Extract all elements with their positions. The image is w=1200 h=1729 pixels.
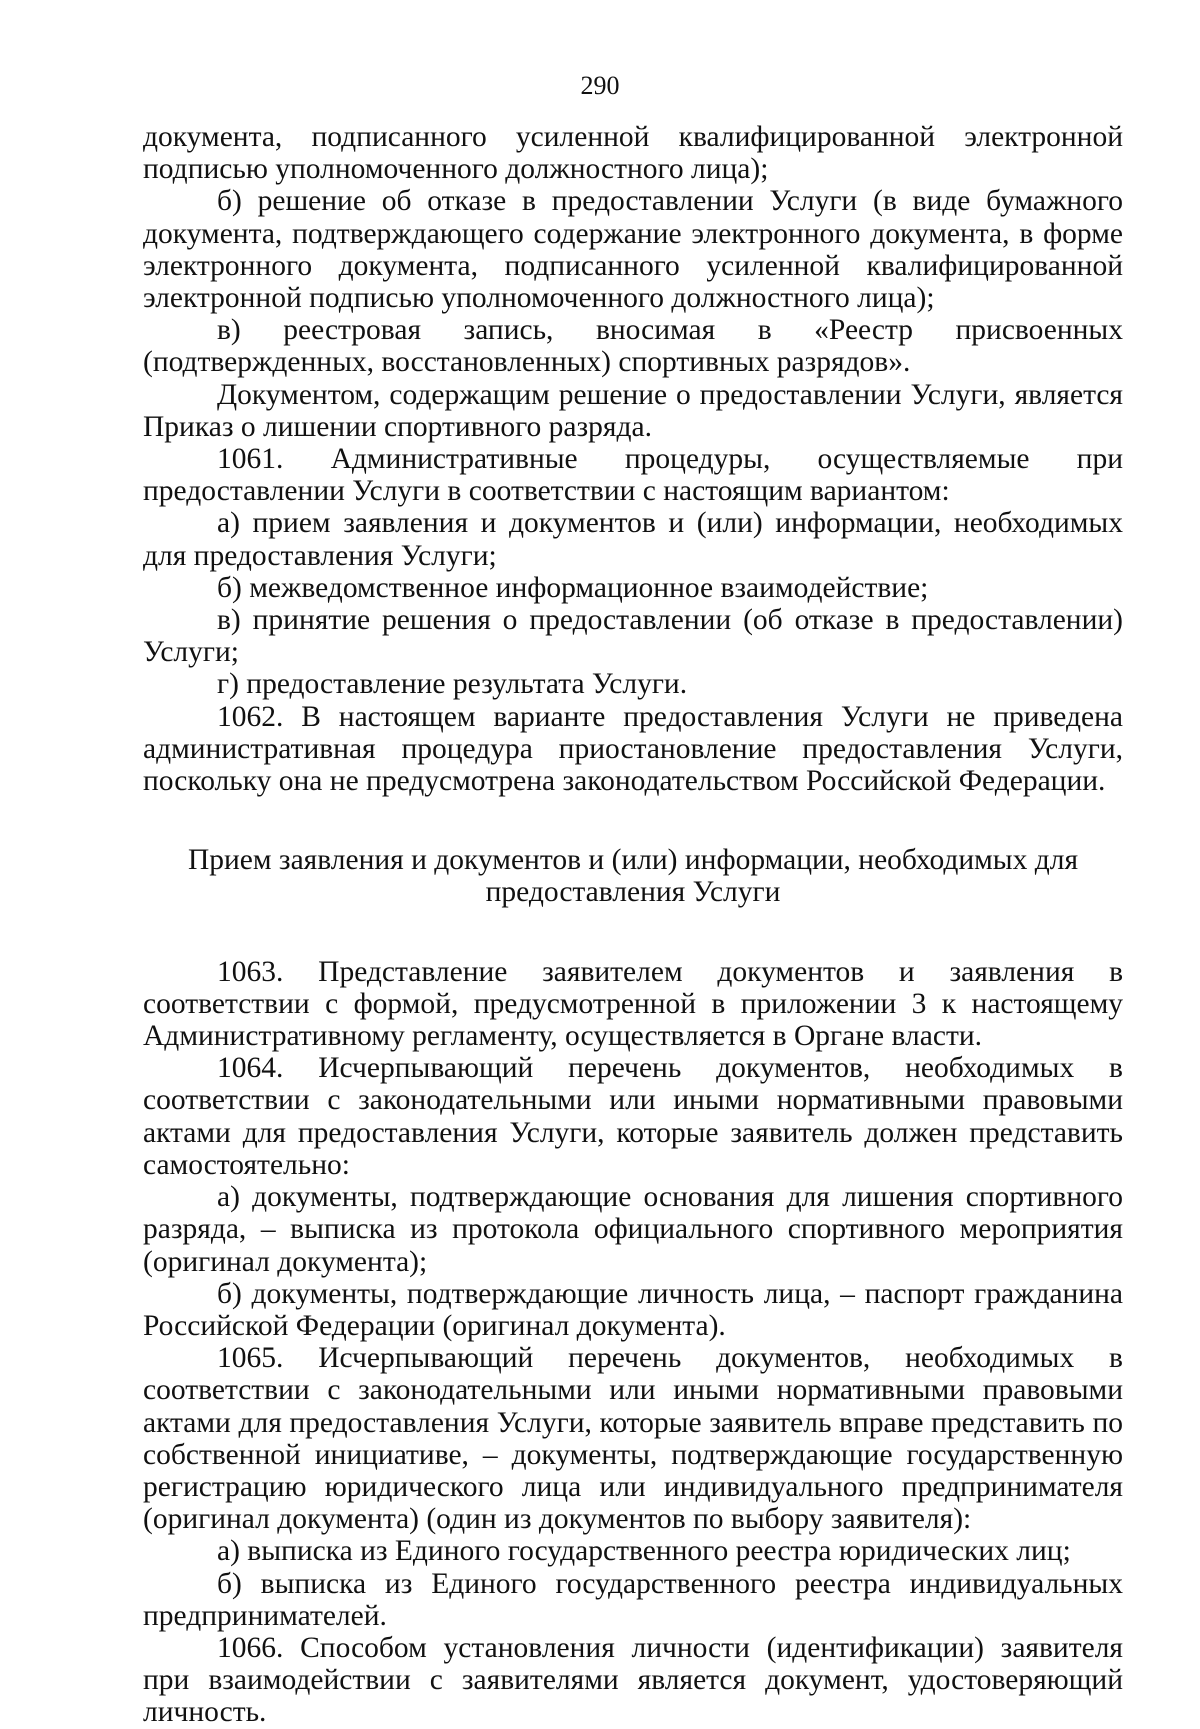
paragraph-item-v-registry: в) реестровая запись, вносимая в «Реестр присвоенных (подтвержденных, восстановленных) спортивных разрядов».	[143, 314, 1123, 379]
paragraph-1065-a: а) выписка из Единого государственного реестра юридических лиц;	[217, 1535, 1071, 1568]
paragraph-1061-a: а) прием заявления и документов и (или) информации, необходимых для предоставления Услуги;	[143, 507, 1123, 572]
paragraph-1062: 1062. В настоящем варианте предоставления Услуги не приведена административная процедура приостановление предоставления Услуги, поскольку она не предусмотрена законодательством Российской Федерации.	[143, 700, 1123, 798]
paragraph-1065-b: б) выписка из Единого государственного реестра индивидуальных предпринимателей.	[143, 1567, 1123, 1632]
paragraph-1064-a: а) документы, подтверждающие основания для лишения спортивного разряда, – выписка из протокола официального спортивного мероприятия (оригинал документа);	[143, 1181, 1123, 1278]
paragraph-1065: 1065. Исчерпывающий перечень документов, необходимых в соответствии с законодательными или иными нормативными правовыми актами для предоставления Услуги, которые заявитель вправе представить по собственной инициативе, – документы, подтверждающие государственную регистрацию юридического лица или индивидуального предпринимателя (оригинал документа) (один из документов по выбору заявителя):	[143, 1342, 1123, 1536]
paragraph-1061-v: в) принятие решения о предоставлении (об отказе в предоставлении) Услуги;	[143, 604, 1123, 669]
paragraph-continuation: документа, подписанного усиленной квалифицированной электронной подписью уполномоченного должностного лица);	[143, 121, 1123, 186]
paragraph-1061: 1061. Административные процедуры, осуществляемые при предоставлении Услуги в соответствии с настоящим вариантом:	[143, 443, 1123, 508]
paragraph-1061-g: г) предоставление результата Услуги.	[217, 668, 688, 701]
paragraph-1061-b: б) межведомственное информационное взаимодействие;	[217, 571, 929, 604]
section-heading: Прием заявления и документов и (или) информации, необходимых для предоставления Услуги	[187, 844, 1079, 909]
paragraph-1063: 1063. Представление заявителем документов и заявления в соответствии с формой, предусмотренной в приложении 3 к настоящему Административному регламенту, осуществляется в Органе власти.	[143, 955, 1123, 1053]
page-number: 290	[580, 71, 620, 100]
paragraph-1064: 1064. Исчерпывающий перечень документов, необходимых в соответствии с законодательными или иными нормативными правовыми актами для предоставления Услуги, которые заявитель должен представить самостоятельно:	[143, 1052, 1123, 1181]
paragraph-decision-document: Документом, содержащим решение о предоставлении Услуги, является Приказ о лишении спортивного разряда.	[143, 378, 1123, 443]
document-body	[143, 121, 1123, 1729]
paragraph-1064-b: б) документы, подтверждающие личность лица, – паспорт гражданина Российской Федерации (оригинал документа).	[143, 1277, 1123, 1342]
paragraph-item-b-refusal: б) решение об отказе в предоставлении Услуги (в виде бумажного документа, подтверждающего содержание электронного документа, в форме электронного документа, подписанного усиленной квалифицированной электронной подписью уполномоченного должностного лица);	[143, 185, 1123, 315]
paragraph-1066: 1066. Способом установления личности (идентификации) заявителя при взаимодействии с заявителями является документ, удостоверяющий личность.	[143, 1631, 1123, 1729]
